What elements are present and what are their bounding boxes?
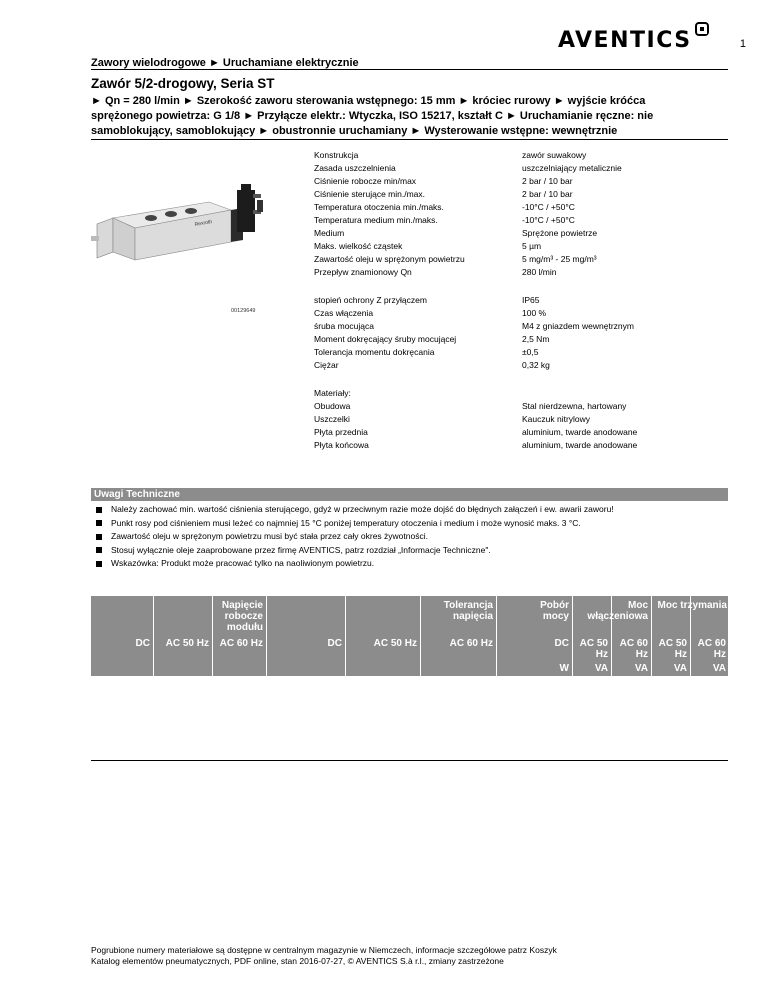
- spec-label: Tolerancja momentu dokręcania: [314, 347, 435, 357]
- spec-value: Stal nierdzewna, hartowany: [522, 401, 627, 411]
- header-tolerance: Tolerancja napięcia: [443, 600, 493, 622]
- spec-label: Maks. wielkość cząstek: [314, 241, 403, 251]
- spec-label: Ciśnienie sterujące min./max.: [314, 189, 426, 199]
- footer-line: Pogrubione numery materiałowe są dostępne w centralnym magazynie w Niemczech, informacje szczegółowe patrz Koszyk: [91, 945, 557, 955]
- spec-row: [314, 175, 637, 188]
- subtitle-line: ► Qn = 280 l/min ► Szerokość zaworu sterowania wstępnego: 15 mm ► króciec rurowy ► wyjście króćca: [91, 95, 646, 107]
- spec-row: [314, 266, 637, 279]
- footer: [91, 945, 557, 967]
- notes-heading: Uwagi Techniczne: [91, 488, 728, 501]
- subheader-ac60: AC 60 Hz: [619, 638, 648, 660]
- spec-row: [314, 201, 637, 214]
- spec-value: -10°C / +50°C: [522, 215, 575, 225]
- square-bullet-icon: [96, 534, 102, 540]
- spec-value: IP65: [522, 295, 540, 305]
- spec-row: [314, 333, 637, 346]
- spec-value: 2,5 Nm: [522, 334, 550, 344]
- spec-row: [314, 359, 637, 372]
- spec-label: Zasada uszczelnienia: [314, 163, 396, 173]
- notes-list: [96, 503, 614, 571]
- spec-value: 5 µm: [522, 241, 542, 251]
- subheader-ac60: AC 60 Hz: [219, 638, 263, 649]
- unit-va: VA: [673, 663, 687, 674]
- spec-label: Zawartość oleju w sprężonym powietrzu: [314, 254, 465, 264]
- aventics-logo-mark-icon: [695, 22, 709, 36]
- page-title: Zawór 5/2-drogowy, Seria ST: [91, 76, 275, 91]
- square-bullet-icon: [96, 520, 102, 526]
- spec-label: Czas włączenia: [314, 308, 374, 318]
- spec-value: aluminium, twarde anodowane: [522, 440, 638, 450]
- spec-value: 100 %: [522, 308, 547, 318]
- subheader-dc: DC: [135, 638, 150, 649]
- subtitle-line: sprężonego powietrza: G 1/8 ► Przyłącze elektr.: Wtyczka, ISO 15217, kształt C ► Uruchamianie ręczne: nie: [91, 110, 654, 122]
- spec-label: Medium: [314, 228, 345, 238]
- spec-row: [314, 253, 637, 266]
- spec-row: [314, 162, 637, 175]
- spec-label: Przepływ znamionowy Qn: [314, 267, 412, 277]
- spec-label: Płyta przednia: [314, 427, 368, 437]
- spec-row: [314, 188, 637, 201]
- spec-row: [314, 214, 637, 227]
- breadcrumb: Zawory wielodrogowe ► Uruchamiane elektrycznie: [91, 57, 359, 69]
- subheader-dc: DC: [554, 638, 569, 649]
- square-bullet-icon: [96, 547, 102, 553]
- header-rule: [91, 69, 728, 70]
- note-item: Należy zachować min. wartość ciśnienia sterującego, gdyż w przeciwnym razie może dojść do błędnych załączeń i ew. awarii zaworu!: [96, 503, 614, 517]
- spec-label: Płyta końcowa: [314, 440, 369, 450]
- spec-label: Obudowa: [314, 401, 351, 411]
- header-moc-trzymania: Moc trzymania: [657, 600, 727, 611]
- spec-label: Uszczelki: [314, 414, 350, 424]
- spec-label: Temperatura medium min./maks.: [314, 215, 438, 225]
- valve-product-image: [91, 180, 271, 270]
- subheader-ac50: AC 50 Hz: [579, 638, 608, 660]
- spec-value: 2 bar / 10 bar: [522, 189, 573, 199]
- brand-logo: [558, 22, 709, 52]
- square-bullet-icon: [96, 507, 102, 513]
- spec-label: śruba mocująca: [314, 321, 375, 331]
- spec-row: [314, 413, 637, 426]
- spec-value: 5 mg/m³ - 25 mg/m³: [522, 254, 597, 264]
- unit-w: W: [559, 663, 569, 674]
- spec-value: ±0,5: [522, 347, 539, 357]
- image-id: 00129649: [231, 308, 256, 314]
- subtitle-line: samoblokujący, samoblokujący ► obustronnie uruchamiany ► Wysterowanie wstępne: wewnętrznie: [91, 125, 618, 137]
- spec-value: zawór suwakowy: [522, 150, 587, 160]
- spec-value: Sprężone powietrze: [522, 228, 598, 238]
- spec-label: Moment dokręcający śruby mocującej: [314, 334, 457, 344]
- header-voltage: Napięcie robocze modułu: [221, 600, 263, 633]
- note-item: Wskazówka: Produkt może pracować tylko na naoliwionym powietrzu.: [96, 557, 614, 571]
- spec-label: stopień ochrony Z przyłączem: [314, 295, 427, 305]
- subheader-ac50: AC 50 Hz: [658, 638, 687, 660]
- spec-row: [314, 426, 637, 439]
- square-bullet-icon: [96, 561, 102, 567]
- table-bottom-rule: [91, 760, 728, 761]
- note-item: Punkt rosy pod ciśnieniem musi leżeć co najmniej 15 °C poniżej temperatury otoczenia i medium i może wynosić maks. 3 °C.: [96, 517, 614, 531]
- spec-value: 280 l/min: [522, 267, 557, 277]
- spec-row: [314, 439, 637, 452]
- brand-name: AVENTICS: [558, 28, 692, 53]
- unit-va: VA: [594, 663, 608, 674]
- product-subtitle: [91, 94, 731, 139]
- specs-list: [314, 149, 637, 452]
- materials-heading: Materiały:: [314, 388, 351, 398]
- spec-row: [314, 320, 637, 333]
- spec-row: [314, 346, 637, 359]
- spec-row: [314, 149, 637, 162]
- unit-va: VA: [712, 663, 726, 674]
- subheader-ac50: AC 50 Hz: [165, 638, 209, 649]
- subheader-ac50: AC 50 Hz: [373, 638, 417, 649]
- spec-label: Konstrukcja: [314, 150, 359, 160]
- footer-line: Katalog elementów pneumatycznych, PDF online, stan 2016-07-27, © AVENTICS S.à r.l., zmiany zastrzeżone: [91, 956, 504, 966]
- spec-row: [314, 240, 637, 253]
- spec-row: [314, 307, 637, 320]
- spec-label: Temperatura otoczenia min./maks.: [314, 202, 444, 212]
- subheader-ac60: AC 60 Hz: [697, 638, 726, 660]
- body-brand-label: Rexroth: [194, 219, 213, 228]
- spec-value: M4 z gniazdem wewnętrznym: [522, 321, 634, 331]
- subheader-dc: DC: [327, 638, 342, 649]
- spec-label: Ciężar: [314, 360, 339, 370]
- subheader-ac60: AC 60 Hz: [449, 638, 493, 649]
- page-number: 1: [739, 38, 746, 50]
- spec-value: uszczelniający metalicznie: [522, 163, 622, 173]
- header-pobor: Pobór mocy: [540, 600, 569, 622]
- spec-value: -10°C / +50°C: [522, 202, 575, 212]
- header-moc-wlaczeniowa: Moc włączeniowa: [587, 600, 648, 622]
- title-rule: [91, 139, 728, 140]
- unit-va: VA: [634, 663, 648, 674]
- spec-value: aluminium, twarde anodowane: [522, 427, 638, 437]
- spec-row: [314, 227, 637, 240]
- spec-row: [314, 400, 637, 413]
- note-item: Zawartość oleju w sprężonym powietrzu musi być stała przez cały okres żywotności.: [96, 530, 614, 544]
- spec-label: Ciśnienie robocze min/max: [314, 176, 417, 186]
- spec-row: [314, 294, 637, 307]
- spec-value: 2 bar / 10 bar: [522, 176, 573, 186]
- spec-value: 0,32 kg: [522, 360, 550, 370]
- spec-value: Kauczuk nitrylowy: [522, 414, 591, 424]
- note-item: Stosuj wyłącznie oleje zaaprobowane przez firmę AVENTICS, patrz rozdział „Informacje Techniczne".: [96, 544, 614, 558]
